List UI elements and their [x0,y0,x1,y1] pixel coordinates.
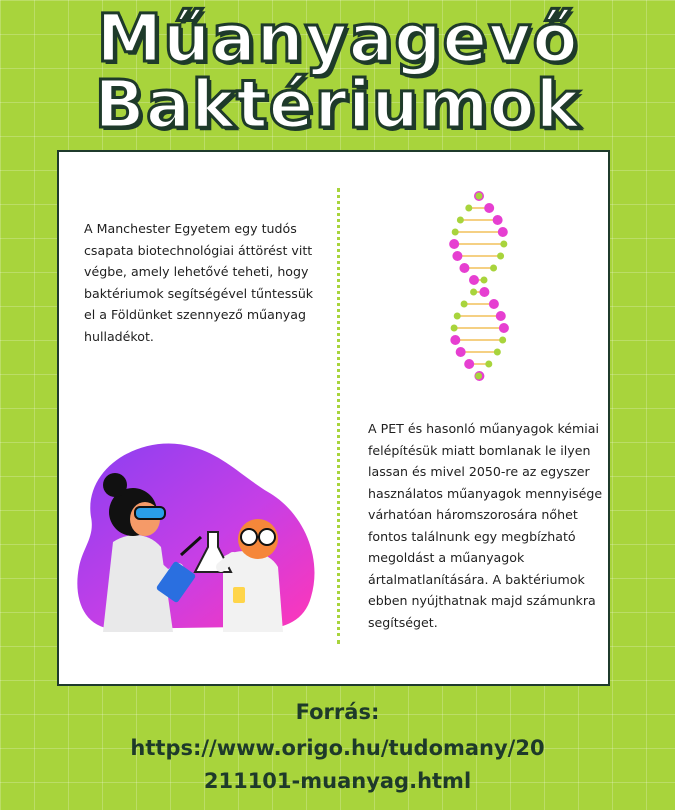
dna-node [479,287,489,297]
dna-node [451,325,458,332]
source-url-line-2[interactable]: 211101-muanyag.html [203,769,472,793]
dna-node [489,299,499,309]
dna-node [490,265,497,272]
dna-node [452,229,459,236]
dna-node [484,203,494,213]
title-line-2: Baktériumok [94,66,581,143]
dotted-divider [337,188,340,644]
dna-helix-icon [444,190,514,390]
dna-node [470,289,477,296]
dna-node [485,361,492,368]
dna-node [476,193,483,200]
dna-node [461,301,468,308]
dna-node [500,241,507,248]
dna-node [493,215,503,225]
source-url-line-1[interactable]: https://www.origo.hu/tudomany/20 [130,736,545,760]
dna-node [499,337,506,344]
dna-node [459,263,469,273]
dna-node [499,323,509,333]
dna-node [475,373,482,380]
dna-node [456,347,466,357]
title-line-1: Műanyagevő [96,0,579,77]
dna-node [452,251,462,261]
dna-node [457,217,464,224]
paragraph-details: A PET és hasonló műanyagok kémiai felépítésük miatt bomlanak le ilyen lassan és mivel 2050-re az egyszer használatos műanyagok mennyisége várhatóan háromszorosára nőhet fontos találnunk egy megbízható megoldást a műanyagok ártalmatlanítására. A baktériumok ebben nyújthatnak majd számunkra segítséget. [368,421,603,630]
dna-node [454,313,461,320]
dna-node [498,227,508,237]
dna-node [494,349,501,356]
dna-node [481,277,488,284]
dna-node [465,205,472,212]
source-label: Forrás: [295,700,380,724]
dna-node [450,335,460,345]
dna-node [469,275,479,285]
dna-node [464,359,474,369]
paragraph-intro: A Manchester Egyetem egy tudós csapata biotechnológiai áttörést vitt végbe, amely lehetővé teheti, hogy baktériumok segítségével tűntessük el a Földünket szennyező műanyag hulladékot. [84,221,314,344]
scientists-illustration [73,437,318,632]
content-card [57,150,610,686]
dna-node [496,311,506,321]
dna-node [449,239,459,249]
dna-node [497,253,504,260]
